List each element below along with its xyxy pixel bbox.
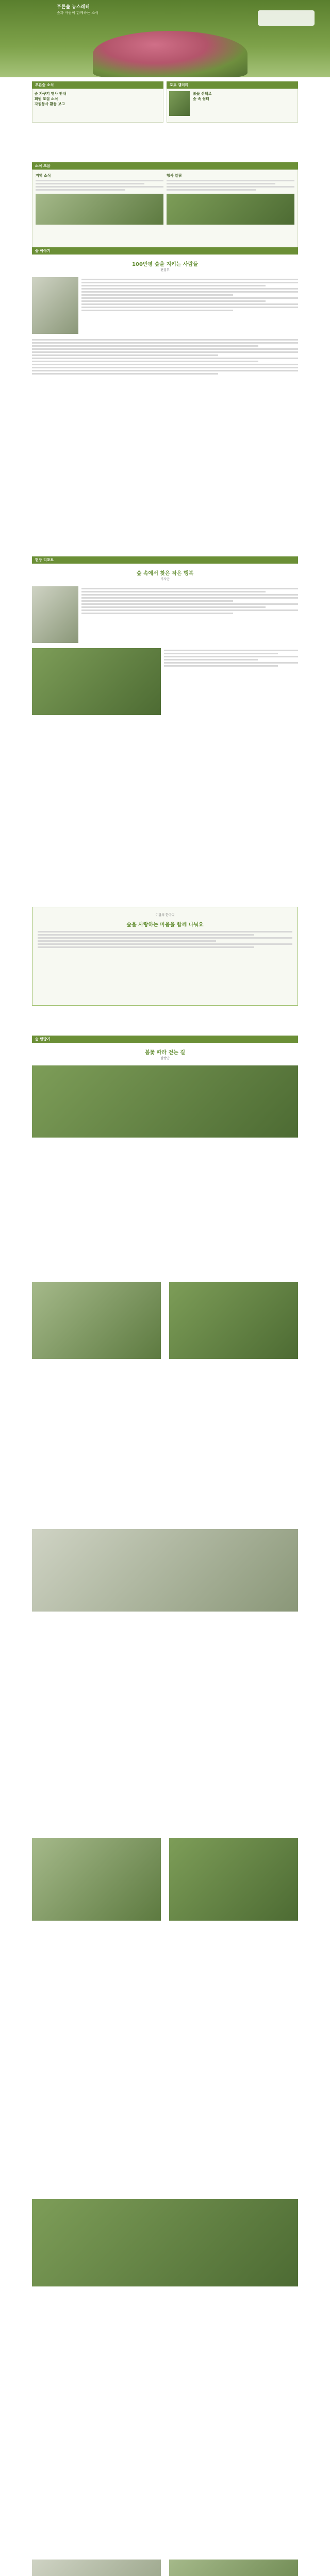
- gallery-item[interactable]: 봄꽃 산책로: [193, 92, 212, 96]
- section-report-heading: 현장 리포트: [32, 556, 298, 564]
- gallery-item[interactable]: 숲 속 쉼터: [193, 97, 209, 101]
- tour-title: 봄꽃 따라 걷는 길: [144, 1050, 186, 1056]
- header-tree-illustration: [93, 31, 248, 77]
- author-photo: [32, 277, 78, 334]
- news-col-title: 지역 소식: [36, 174, 51, 178]
- tour-photo: [169, 1838, 298, 1921]
- section-news-heading: 소식 모음: [32, 162, 298, 170]
- tour-body: [32, 1065, 298, 2576]
- tour-photo: [32, 1282, 161, 1359]
- section-tour: [32, 1036, 298, 2576]
- quote-text: 숲을 사랑하는 마음을 함께 나눠요: [126, 922, 204, 928]
- gallery-thumb[interactable]: [169, 91, 190, 116]
- report-large-photo: [32, 648, 161, 715]
- section-story: [32, 247, 298, 376]
- tour-photo: [169, 1282, 298, 1359]
- tour-photo: [169, 2560, 298, 2576]
- tour-photo: [32, 1838, 161, 1921]
- quote-kicker: 이달의 한마디: [155, 913, 175, 917]
- report-photo: [32, 586, 78, 643]
- left-menu-item[interactable]: 숲 가꾸기 행사 안내: [35, 92, 67, 96]
- tour-photo: [32, 1065, 298, 1138]
- header-logo: [258, 10, 315, 26]
- tour-photo: [32, 2199, 298, 2286]
- right-menu-heading: 포토 갤러리: [167, 81, 298, 89]
- left-menu-item[interactable]: 자원봉사 활동 보고: [35, 102, 65, 106]
- left-menu-item[interactable]: 회원 모집 소식: [35, 97, 58, 101]
- top-menus: [32, 81, 298, 123]
- feature-title: 100만평 숲을 지키는 사람들: [132, 262, 198, 267]
- news-photo: [167, 194, 294, 225]
- section-story-heading: 숲 이야기: [32, 247, 298, 255]
- news-col-title: 행사 알림: [167, 174, 182, 178]
- section-tour-heading: 숲 탐방기: [32, 1036, 298, 1043]
- news-photo: [36, 194, 163, 225]
- section-report: [32, 556, 298, 715]
- left-menu-heading: 푸른숲 소식: [32, 81, 163, 89]
- report-author: 기자단: [160, 578, 170, 581]
- tour-author: 탐방단: [160, 1057, 170, 1060]
- feature-author: 편집부: [160, 268, 170, 272]
- section-news: [32, 162, 298, 249]
- newsletter-subtitle: 숲과 사람이 함께하는 소식: [57, 11, 99, 15]
- newsletter-title: 푸른숲 뉴스레터: [57, 5, 90, 10]
- quote-box: [32, 907, 298, 1006]
- report-title: 숲 속에서 찾은 작은 행복: [136, 571, 194, 577]
- newsletter-header: [0, 0, 330, 77]
- tour-photo: [32, 2560, 161, 2576]
- tour-photo: [32, 1529, 298, 1612]
